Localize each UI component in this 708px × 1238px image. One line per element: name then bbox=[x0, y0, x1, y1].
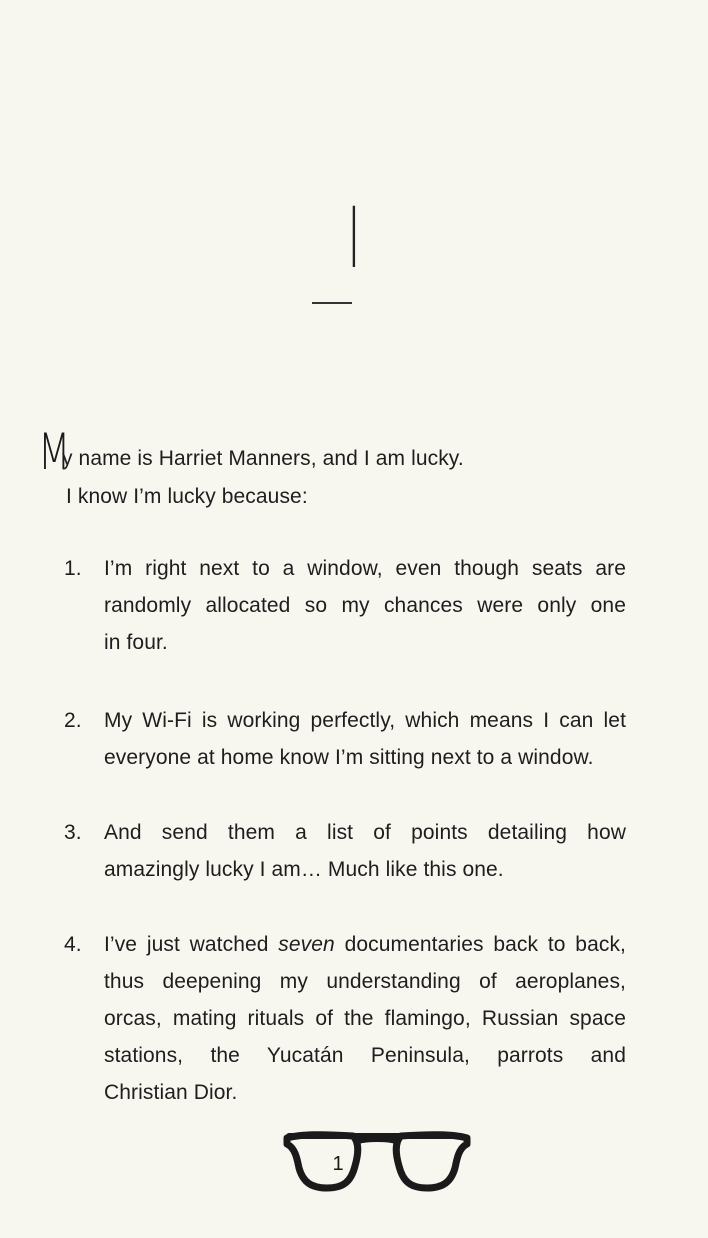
page-number: 1 bbox=[332, 1153, 344, 1175]
chapter-rule bbox=[312, 302, 352, 304]
list-item-text bbox=[104, 550, 626, 661]
line-text: I’ve just watched bbox=[104, 933, 279, 956]
list-item-line bbox=[104, 926, 626, 963]
list-item-line: randomly allocated so my chances were only one bbox=[104, 594, 626, 617]
line-text: documentaries back to back, bbox=[334, 933, 626, 956]
opening-line-1: y name is Harriet Manners, and I am lucky. bbox=[62, 447, 464, 470]
list-item-line: stations, the Yucatán Peninsula, parrots and bbox=[104, 1044, 626, 1067]
list-item-number: 4. bbox=[64, 933, 82, 956]
list-item-line: in four. bbox=[104, 631, 168, 654]
chapter-number: I bbox=[347, 189, 361, 287]
list-item-line: My Wi-Fi is working perfectly, which means I can let bbox=[104, 709, 626, 732]
list-item-line: And send them a list of points detailing how bbox=[104, 821, 626, 844]
list-item-text bbox=[104, 814, 626, 888]
opening-line-2: I know I’m lucky because: bbox=[66, 485, 308, 508]
list-item-line: I’m right next to a window, even though seats are bbox=[104, 557, 626, 580]
list-item-number: 2. bbox=[64, 709, 82, 732]
list-item-line: everyone at home know I’m sitting next to a window. bbox=[104, 746, 594, 769]
list-item-number: 3. bbox=[64, 821, 82, 844]
list-item-line: orcas, mating rituals of the flamingo, Russian space bbox=[104, 1007, 626, 1030]
list-item-line: Christian Dior. bbox=[104, 1081, 238, 1104]
list-item-text bbox=[104, 926, 626, 1111]
list-item-line: thus deepening my understanding of aeroplanes, bbox=[104, 970, 626, 993]
list-item-text bbox=[104, 702, 626, 776]
list-item-line: amazingly lucky I am… Much like this one. bbox=[104, 858, 504, 881]
drop-cap: M bbox=[38, 423, 71, 481]
list-item-number: 1. bbox=[64, 557, 82, 580]
emphasis-text: seven bbox=[278, 933, 335, 956]
glasses-icon bbox=[283, 1126, 471, 1198]
